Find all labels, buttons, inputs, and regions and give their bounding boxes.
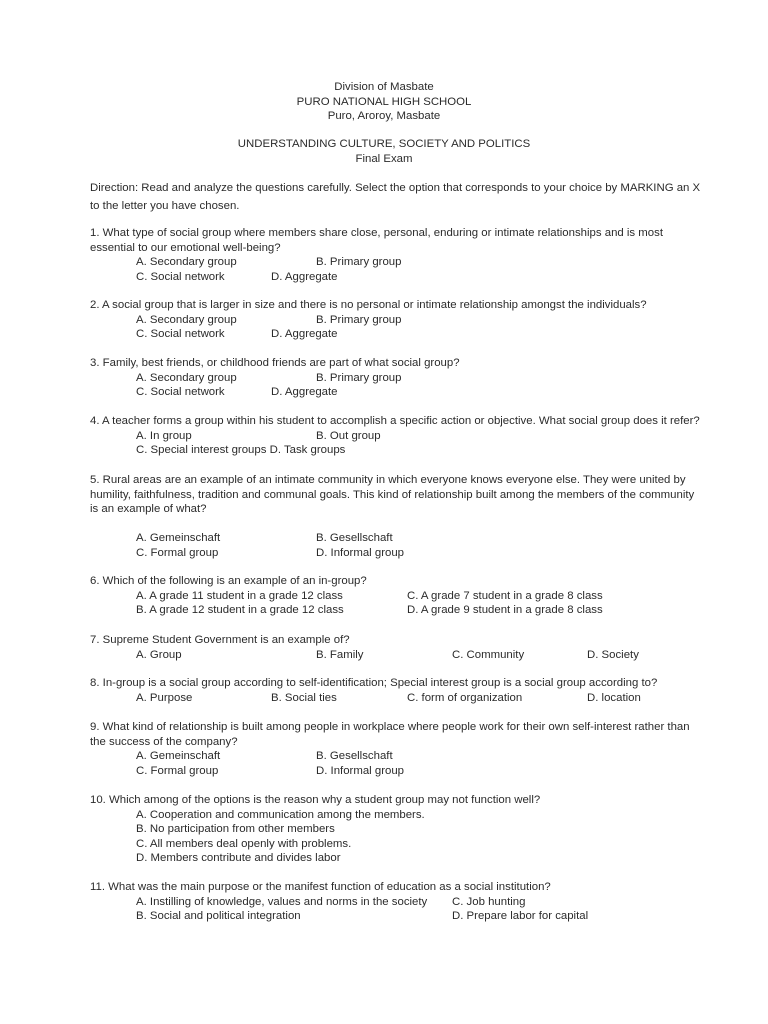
option-d[interactable]: D. location [587, 691, 641, 704]
option-a[interactable]: A. Secondary group [136, 371, 237, 384]
question-stem: essential to our emotional well-being? [90, 241, 281, 254]
question-stem: 11. What was the main purpose or the manifest function of education as a social institution? [90, 881, 551, 893]
option-a[interactable]: A. Purpose [136, 691, 193, 704]
option-c[interactable]: C. Formal group [136, 546, 219, 559]
option-b[interactable]: B. Social ties [271, 691, 337, 704]
option-c[interactable]: C. Social network [136, 270, 225, 283]
option-c[interactable]: C. Formal group [136, 764, 219, 777]
question-stem: 1. What type of social group where members share close, personal, enduring or intimate relationships and is most [90, 227, 663, 239]
option-b[interactable]: B. Primary group [316, 371, 402, 384]
question-3 [90, 356, 730, 400]
options-row [90, 531, 730, 546]
question-stem: 4. A teacher forms a group within his student to accomplish a specific action or objective. What social group does it refer? [90, 415, 700, 427]
question-1 [90, 226, 730, 284]
question-8 [90, 676, 730, 705]
options-row [90, 895, 730, 910]
question-stem: 8. In-group is a social group according to self-identification; Special interest group is a social group according to? [90, 677, 658, 689]
option-a[interactable]: A. Secondary group [136, 313, 237, 326]
options-row [90, 648, 730, 663]
option-a[interactable]: A. Group [136, 648, 182, 661]
option-c[interactable]: C. All members deal openly with problems. [136, 837, 352, 850]
option-b[interactable]: B. Out group [316, 429, 381, 442]
question-10 [90, 793, 730, 866]
question-stem: 2. A social group that is larger in size and there is no personal or intimate relationship amongst the individuals? [90, 299, 647, 311]
option-d[interactable]: D. A grade 9 student in a grade 8 class [407, 604, 603, 616]
option-d[interactable]: D. Aggregate [271, 328, 338, 340]
options-row [90, 909, 730, 924]
question-stem: humility, faithfulness, tradition and communal goals. This kind of relationship built among the members of the community [90, 488, 695, 501]
options-row [90, 749, 730, 764]
direction-line: Direction: Read and analyze the questions carefully. Select the option that corresponds to your choice by MARKING an X [90, 182, 701, 194]
options-row [90, 270, 730, 285]
option-c[interactable]: C. Job hunting [452, 895, 526, 908]
question-4 [90, 414, 730, 458]
direction [90, 181, 730, 213]
question-2 [90, 298, 730, 342]
options-row [90, 764, 730, 779]
question-stem: is an example of what? [90, 503, 207, 515]
exam-type: Final Exam [355, 152, 413, 165]
options-row [90, 371, 730, 386]
question-11 [90, 880, 730, 924]
option-c[interactable]: C. Social network [136, 386, 225, 398]
school-address: Puro, Aroroy, Masbate [327, 110, 441, 122]
question-7 [90, 633, 730, 662]
question-stem: 7. Supreme Student Government is an example of? [90, 634, 350, 646]
options-row [90, 385, 730, 400]
option-d[interactable]: D. Society [587, 648, 639, 661]
option-a[interactable]: A. A grade 11 student in a grade 12 class [136, 589, 343, 602]
option-b[interactable]: B. Primary group [316, 256, 402, 268]
option-b[interactable]: B. Social and political integration [136, 910, 301, 922]
option-b[interactable]: B. Primary group [316, 313, 402, 326]
subject-title: UNDERSTANDING CULTURE, SOCIETY AND POLITICS [237, 138, 531, 150]
question-stem: 10. Which among of the options is the reason why a student group may not function well? [90, 794, 541, 806]
option-c[interactable]: C. A grade 7 student in a grade 8 class [407, 589, 603, 602]
options-row [90, 255, 730, 270]
question-stem: the success of the company? [90, 735, 238, 748]
option-a[interactable]: A. Instilling of knowledge, values and norms in the society [136, 895, 428, 908]
options-row [90, 429, 730, 444]
question-6 [90, 574, 730, 618]
question-5 [90, 473, 730, 560]
options-row [90, 313, 730, 328]
option-d[interactable]: D. Members contribute and divides labor [136, 852, 341, 864]
division-name: Division of Masbate [334, 81, 434, 93]
question-9 [90, 720, 730, 778]
option-a[interactable]: A. In group [136, 429, 192, 442]
exam-header [0, 80, 768, 124]
option-c[interactable]: C. Social network [136, 328, 225, 340]
option-c[interactable]: C. Community [452, 648, 525, 661]
options-row [90, 691, 730, 706]
option-b[interactable]: B. No participation from other members [136, 823, 335, 835]
options-row [90, 603, 730, 618]
direction-line: to the letter you have chosen. [90, 199, 240, 212]
option-b[interactable]: B. Gesellschaft [316, 750, 393, 762]
options-row [90, 327, 730, 342]
option-c-d[interactable]: C. Special interest groups D. Task groups [136, 444, 346, 456]
option-d[interactable]: D. Informal group [316, 764, 404, 777]
question-stem: 6. Which of the following is an example of an in-group? [90, 575, 367, 587]
option-b[interactable]: B. A grade 12 student in a grade 12 class [136, 604, 344, 616]
option-b[interactable]: B. Family [316, 648, 364, 661]
option-d[interactable]: D. Informal group [316, 546, 404, 559]
option-d[interactable]: D. Aggregate [271, 386, 338, 398]
question-stem: 9. What kind of relationship is built among people in workplace where people work for their own self-interest rather than [90, 721, 690, 733]
option-b[interactable]: B. Gesellschaft [316, 532, 393, 544]
exam-title [0, 137, 768, 166]
options-row [90, 589, 730, 604]
option-d[interactable]: D. Prepare labor for capital [452, 910, 589, 922]
option-a[interactable]: A. Gemeinschaft [136, 750, 221, 762]
option-a[interactable]: A. Gemeinschaft [136, 532, 221, 544]
school-name: PURO NATIONAL HIGH SCHOOL [296, 95, 472, 108]
options-row [90, 443, 730, 458]
option-a[interactable]: A. Secondary group [136, 256, 237, 268]
question-stem: 5. Rural areas are an example of an intimate community in which everyone knows everyone else. They were united by [90, 474, 686, 486]
question-stem: 3. Family, best friends, or childhood friends are part of what social group? [90, 357, 460, 369]
option-c[interactable]: C. form of organization [407, 691, 523, 704]
option-d[interactable]: D. Aggregate [271, 270, 338, 283]
option-a[interactable]: A. Cooperation and communication among the members. [136, 808, 425, 821]
options-row [90, 546, 730, 561]
